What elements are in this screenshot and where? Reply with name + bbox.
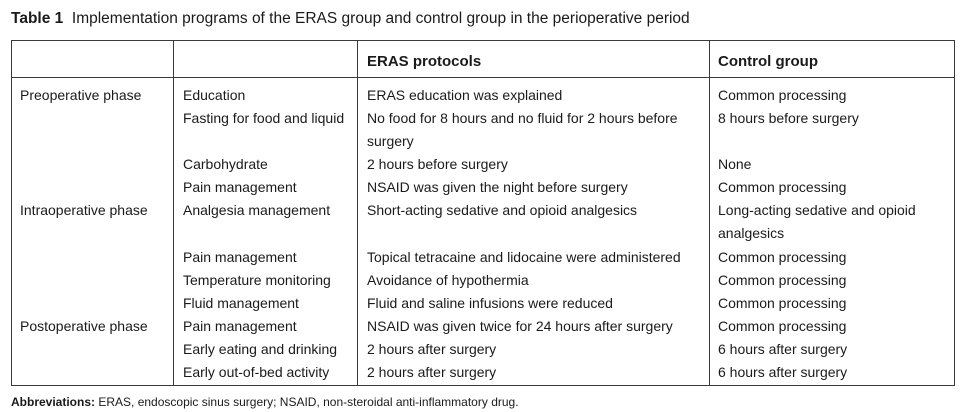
row-7-eras: Fluid and saline infusions were reduced bbox=[367, 295, 613, 311]
row-3-eras: NSAID was given the night before surgery bbox=[367, 179, 628, 195]
row-10-eras: 2 hours after surgery bbox=[367, 364, 497, 380]
table-caption bbox=[11, 9, 690, 29]
row-8-control: Common processing bbox=[718, 318, 847, 334]
row-9-control: 6 hours after surgery bbox=[718, 341, 848, 357]
row-9-eras: 2 hours after surgery bbox=[367, 341, 497, 357]
column-divider-eras bbox=[357, 41, 358, 385]
row-1-item: Fasting for food and liquid bbox=[183, 110, 345, 126]
row-8-phase: Postoperative phase bbox=[20, 318, 148, 334]
row-4-item: Analgesia management bbox=[183, 202, 331, 218]
row-0-item: Education bbox=[183, 87, 246, 103]
row-10-control: 6 hours after surgery bbox=[718, 364, 848, 380]
row-6-item: Temperature monitoring bbox=[183, 272, 331, 288]
implementation-table bbox=[11, 40, 955, 386]
row-1-control: 8 hours before surgery bbox=[718, 110, 859, 126]
header-eras: ERAS protocols bbox=[367, 53, 482, 70]
row-3-control: Common processing bbox=[718, 179, 847, 195]
footnote-text: ERAS, endoscopic sinus surgery; NSAID, non-steroidal anti-inflammatory drug. bbox=[98, 395, 519, 409]
row-5-item: Pain management bbox=[183, 249, 297, 265]
column-divider-item bbox=[173, 41, 174, 385]
row-3-item: Pain management bbox=[183, 179, 297, 195]
row-7-control: Common processing bbox=[718, 295, 847, 311]
row-2-control: None bbox=[718, 156, 752, 172]
table-footnote bbox=[11, 394, 519, 410]
row-1-eras: No food for 8 hours and no fluid for 2 hours before surgery bbox=[367, 110, 678, 149]
row-5-control: Common processing bbox=[718, 249, 847, 265]
row-7-item: Fluid management bbox=[183, 295, 299, 311]
header-control: Control group bbox=[718, 53, 818, 70]
caption-label: Table 1 bbox=[11, 10, 64, 27]
row-2-eras: 2 hours before surgery bbox=[367, 156, 508, 172]
row-2-item: Carbohydrate bbox=[183, 156, 268, 172]
header-rule bbox=[12, 77, 954, 78]
row-6-control: Common processing bbox=[718, 272, 847, 288]
row-8-eras: NSAID was given twice for 24 hours after surgery bbox=[367, 318, 673, 334]
caption-text: Implementation programs of the ERAS group and control group in the perioperative period bbox=[71, 10, 690, 27]
row-4-control: Long-acting sedative and opioid analgesics bbox=[718, 202, 916, 241]
row-4-eras: Short-acting sedative and opioid analgesics bbox=[367, 202, 638, 218]
row-6-eras: Avoidance of hypothermia bbox=[367, 272, 529, 288]
row-10-item: Early out-of-bed activity bbox=[183, 364, 330, 380]
row-0-eras: ERAS education was explained bbox=[367, 87, 563, 103]
row-9-item: Early eating and drinking bbox=[183, 341, 338, 357]
row-0-phase: Preoperative phase bbox=[20, 87, 142, 103]
row-4-phase: Intraoperative phase bbox=[20, 202, 148, 218]
row-8-item: Pain management bbox=[183, 318, 297, 334]
row-5-eras: Topical tetracaine and lidocaine were administered bbox=[367, 249, 681, 265]
footnote-label: Abbreviations: bbox=[11, 395, 96, 409]
row-0-control: Common processing bbox=[718, 87, 847, 103]
column-divider-control bbox=[709, 41, 710, 385]
